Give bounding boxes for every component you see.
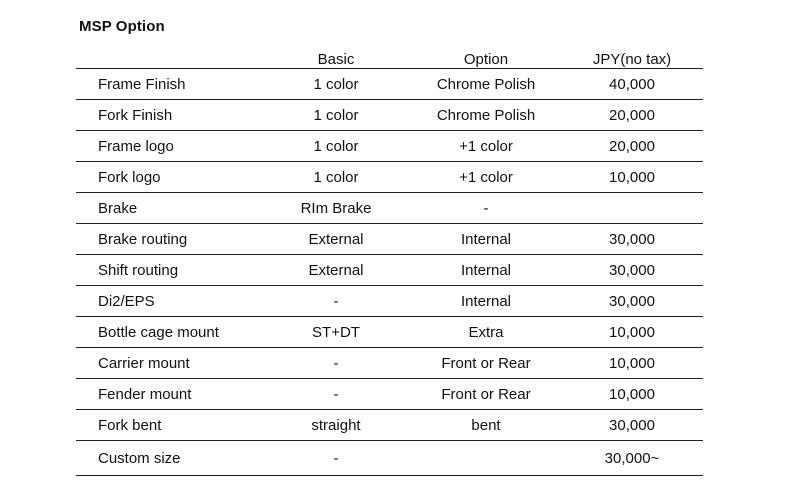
table-row (76, 255, 703, 286)
price-value: 10,000 (609, 323, 655, 341)
option-value: Chrome Polish (436, 106, 536, 124)
price-value: 30,000 (609, 261, 655, 279)
basic-value: - (333, 292, 339, 310)
option-value: bent (471, 416, 501, 434)
option-value: Internal (460, 261, 512, 279)
price-value: 10,000 (609, 354, 655, 372)
table-row (76, 441, 703, 476)
option-name: Fork logo (98, 168, 161, 186)
option-name: Custom size (98, 449, 181, 467)
option-value: Internal (460, 292, 512, 310)
option-name: Frame logo (98, 137, 174, 155)
table-row (76, 131, 703, 162)
option-value: - (483, 199, 489, 217)
table-row (76, 224, 703, 255)
price-value: 40,000 (609, 75, 655, 93)
basic-value: 1 color (313, 75, 359, 93)
option-value: Front or Rear (441, 354, 531, 372)
basic-value: straight (311, 416, 361, 434)
price-value: 20,000 (609, 137, 655, 155)
option-value: Extra (468, 323, 504, 341)
basic-value: - (333, 449, 339, 467)
basic-value: ST+DT (312, 323, 360, 341)
option-value: +1 color (459, 137, 513, 155)
price-value: 20,000 (609, 106, 655, 124)
option-value: Chrome Polish (436, 75, 536, 93)
option-name: Brake (98, 199, 138, 217)
option-value: Internal (460, 230, 512, 248)
price-value: 30,000 (609, 230, 655, 248)
option-name: Fender mount (98, 385, 192, 403)
header-basic: Basic (317, 51, 355, 68)
option-value: +1 color (459, 168, 513, 186)
price-value: 10,000 (609, 168, 655, 186)
price-value: 30,000 (609, 416, 655, 434)
option-name: Carrier mount (98, 354, 190, 372)
basic-value: External (308, 230, 364, 248)
option-name: Fork bent (98, 416, 162, 434)
price-value: 30,000 (609, 292, 655, 310)
basic-value: 1 color (313, 137, 359, 155)
option-name: Shift routing (98, 261, 179, 279)
basic-value: - (333, 354, 339, 372)
price-value: 10,000 (609, 385, 655, 403)
basic-value: RIm Brake (300, 199, 372, 217)
basic-value: 1 color (313, 168, 359, 186)
table-body (76, 69, 703, 476)
option-name: Fork Finish (98, 106, 173, 124)
options-table (76, 42, 703, 476)
option-name: Di2/EPS (98, 292, 155, 310)
price-value (566, 193, 698, 223)
table-row (76, 317, 703, 348)
option-name: Bottle cage mount (98, 323, 219, 341)
table-row (76, 348, 703, 379)
basic-value: - (333, 385, 339, 403)
basic-value: External (308, 261, 364, 279)
option-name: Frame Finish (98, 75, 186, 93)
table-row (76, 100, 703, 131)
table-row (76, 162, 703, 193)
option-value: Front or Rear (441, 385, 531, 403)
header-price: JPY(no tax) (592, 51, 672, 68)
table-row (76, 286, 703, 317)
basic-value: 1 color (313, 106, 359, 124)
table-row (76, 410, 703, 441)
price-value: 30,000~ (604, 449, 660, 467)
table-header (76, 42, 703, 69)
table-row (76, 69, 703, 100)
option-name: Brake routing (98, 230, 188, 248)
table-row (76, 193, 703, 224)
header-option: Option (463, 51, 509, 68)
option-value (426, 441, 546, 475)
table-row (76, 379, 703, 410)
page-title: MSP Option (79, 18, 165, 35)
